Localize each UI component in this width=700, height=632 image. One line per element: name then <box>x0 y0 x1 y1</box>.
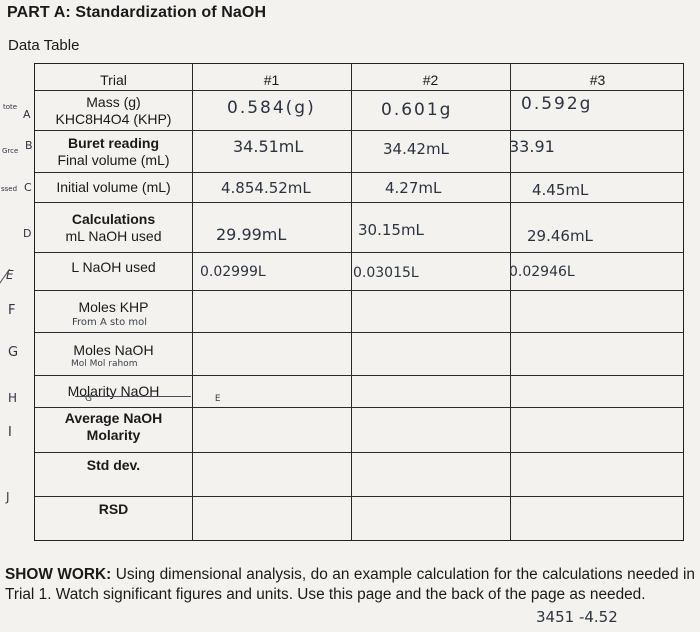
final-volume-trial-3: 33.91 <box>509 137 555 156</box>
molarity-label: Molarity NaOH <box>67 383 160 399</box>
l-used-trial-1: 0.02999L <box>200 264 266 280</box>
margin-note-a: tote <box>3 103 18 111</box>
data-table <box>34 63 684 541</box>
initial-volume-label: Initial volume (mL) <box>56 179 171 195</box>
moles-naoh-label: Moles NaOH <box>73 342 154 358</box>
margin-note-b: Grce <box>2 147 19 155</box>
final-volume-label: Buret reading Final volume (mL) <box>57 134 170 168</box>
molarity-fraction-line <box>75 396 191 397</box>
margin-letter-c: C <box>24 181 32 194</box>
rsd-row <box>35 497 683 542</box>
trial-1-header: #1 <box>263 72 280 88</box>
std-dev-row <box>35 453 683 497</box>
margin-note-c: ssed <box>1 185 18 193</box>
average-molarity-label: Average NaOH Molarity <box>64 410 163 443</box>
header-row <box>35 64 683 91</box>
margin-letter-e: E <box>6 268 14 282</box>
show-work-instructions <box>5 565 695 605</box>
average-molarity-row <box>35 408 683 453</box>
rsd-label: RSD <box>98 501 129 517</box>
initial-volume-trial-1: 4.854.52mL <box>221 179 311 197</box>
final-volume-row <box>35 131 683 173</box>
initial-volume-trial-3: 4.45mL <box>532 181 589 199</box>
l-used-trial-2: 0.03015L <box>353 265 419 281</box>
margin-letter-h: H <box>8 391 18 405</box>
moles-naoh-note: Mol Mol rahom <box>71 359 138 369</box>
show-work-lead: SHOW WORK: <box>5 566 112 583</box>
margin-letter-j: J <box>6 490 10 504</box>
ml-naoh-label: Calculations mL NaOH used <box>65 210 162 244</box>
ml-used-trial-2: 30.15mL <box>358 221 424 239</box>
margin-letter-i: I <box>8 425 12 440</box>
page-title: PART A: Standardization of NaOH <box>7 4 267 21</box>
moles-khp-label: Moles KHP <box>78 299 149 315</box>
l-naoh-label: L NaOH used <box>71 259 156 275</box>
moles-khp-note: From A sto mol <box>72 317 148 328</box>
final-volume-trial-1: 34.51mL <box>233 137 304 156</box>
trial-3-header: #3 <box>589 72 606 88</box>
show-work-text: Using dimensional analysis, do an example calculation for the calculations needed in Trial 1. Watch significant figures and units. Use this page and the back of the page as needed. <box>5 566 695 603</box>
mass-trial-1: 0.584(g) <box>227 98 316 118</box>
mass-trial-3: 0.592g <box>521 94 593 114</box>
margin-letter-b: B <box>25 139 33 152</box>
l-used-trial-3: 0.02946L <box>509 264 575 280</box>
margin-letter-g: G <box>8 345 19 360</box>
bottom-handwriting: 3451 -4.52 <box>536 608 618 626</box>
moles-naoh-row <box>35 333 683 376</box>
mass-trial-2: 0.601g <box>381 100 453 120</box>
margin-checkmark <box>0 269 20 299</box>
margin-letter-a: A <box>23 108 31 121</box>
initial-volume-trial-2: 4.27mL <box>385 179 442 197</box>
data-table-label: Data Table <box>8 37 80 54</box>
margin-letter-d: D <box>23 227 32 240</box>
ml-used-trial-3: 29.46mL <box>527 227 593 245</box>
molarity-note: G E <box>85 394 281 404</box>
std-dev-label: Std dev. <box>86 457 141 473</box>
ml-used-trial-1: 29.99mL <box>216 225 287 244</box>
final-volume-trial-2: 34.42mL <box>383 140 449 158</box>
margin-letter-f: F <box>8 303 16 318</box>
trial-2-header: #2 <box>422 72 439 88</box>
trial-header: Trial <box>100 72 127 88</box>
mass-label: Mass (g) KHC8H4O4 (KHP) <box>55 93 172 127</box>
